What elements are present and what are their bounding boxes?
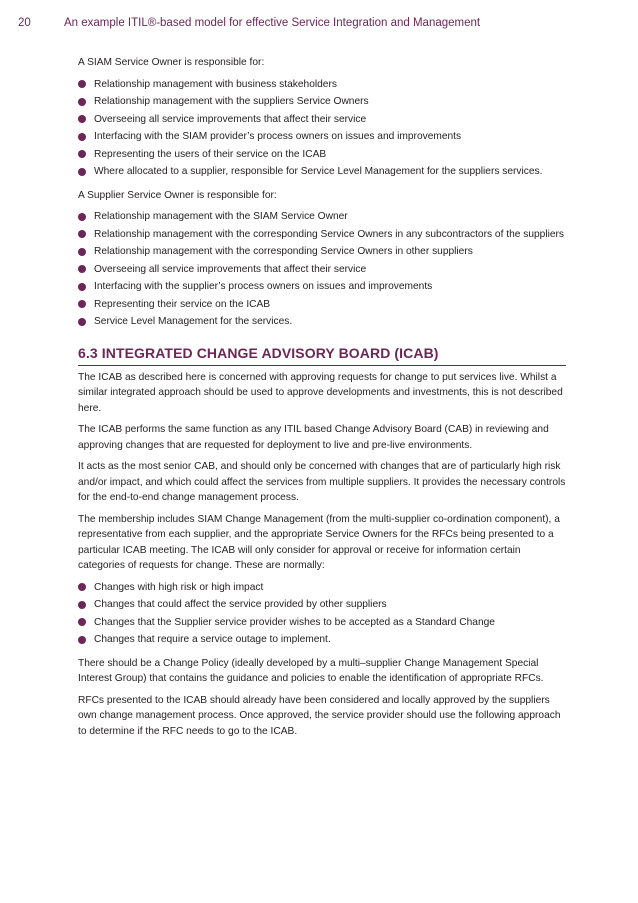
bullet-icon (78, 213, 86, 221)
paragraph: The membership includes SIAM Change Management (from the multi-supplier co-ordination component), a representative from each supplier, and the appropriate Service Owners for the RFCs being presented to a particular ICAB meeting. The ICAB will only consider for approval or receive for information certain categories of requests for change. These are normally: (78, 513, 560, 571)
bullet-icon (78, 133, 86, 141)
list-item: Representing their service on the ICAB (78, 297, 566, 313)
bullet-icon (78, 618, 86, 626)
change-categories-list (78, 580, 566, 648)
siam-owner-list (78, 77, 566, 180)
paragraph: RFCs presented to the ICAB should already have been considered and locally approved by the suppliers own change management process. Once approved, the service provider should use the following approach to determine if the RFC needs to go to the ICAB. (78, 694, 561, 737)
page-number: 20 (18, 17, 31, 29)
list-item: Relationship management with the corresponding Service Owners in any subcontractors of the suppliers (78, 227, 566, 243)
list-item: Overseeing all service improvements that affect their service (78, 262, 566, 278)
supplier-owner-intro: A Supplier Service Owner is responsible for: (78, 189, 277, 201)
bullet-icon (78, 283, 86, 291)
paragraph: The ICAB performs the same function as any ITIL based Change Advisory Board (CAB) in reviewing and approving changes that are requested for deployment to live and pre-live environments. (78, 424, 549, 451)
list-item: Representing the users of their service on the ICAB (78, 147, 566, 163)
bullet-icon (78, 80, 86, 88)
section-title: 6.3 INTEGRATED CHANGE ADVISORY BOARD (ICAB) (78, 344, 439, 361)
bullet-icon (78, 583, 86, 591)
list-item: Overseeing all service improvements that affect their service (78, 112, 566, 128)
list-item: Changes that the Supplier service provider wishes to be accepted as a Standard Change (78, 615, 566, 631)
bullet-icon (78, 168, 86, 176)
list-item: Where allocated to a supplier, responsible for Service Level Management for the suppliers services. (78, 164, 566, 180)
paragraph: The ICAB as described here is concerned with approving requests for change to put services live. Whilst a similar integrated approach should be used to approve developments and investments, this is not described here. (78, 371, 563, 414)
list-item: Service Level Management for the services. (78, 314, 566, 330)
bullet-icon (78, 300, 86, 308)
bullet-icon (78, 230, 86, 238)
list-item: Interfacing with the SIAM provider’s process owners on issues and improvements (78, 129, 566, 145)
list-item: Relationship management with the SIAM Service Owner (78, 209, 566, 225)
section-heading (78, 344, 566, 366)
list-item: Interfacing with the supplier’s process owners on issues and improvements (78, 279, 566, 295)
list-item: Relationship management with business stakeholders (78, 77, 566, 93)
siam-owner-intro: A SIAM Service Owner is responsible for: (78, 57, 265, 68)
list-item: Changes that require a service outage to implement. (78, 632, 566, 648)
bullet-icon (78, 115, 86, 123)
supplier-owner-list (78, 209, 566, 330)
running-title: An example ITIL®-based model for effective Service Integration and Management (64, 17, 481, 29)
bullet-icon (78, 318, 86, 326)
bullet-icon (78, 248, 86, 256)
list-item: Relationship management with the suppliers Service Owners (78, 94, 566, 110)
list-item: Changes with high risk or high impact (78, 580, 566, 596)
running-header (18, 17, 618, 29)
paragraph: There should be a Change Policy (ideally developed by a multi–supplier Change Management Special Interest Group) that contains the guidance and policies to enable the identification of appropriate RFCs. (78, 657, 544, 684)
bullet-icon (78, 636, 86, 644)
list-item: Relationship management with the corresponding Service Owners in other suppliers (78, 244, 566, 260)
bullet-icon (78, 150, 86, 158)
bullet-icon (78, 601, 86, 609)
bullet-icon (78, 98, 86, 106)
bullet-icon (78, 265, 86, 273)
paragraph: It acts as the most senior CAB, and should only be concerned with changes that are of particularly high risk and/or impact, and which could affect the services from multiple suppliers. It provides the necessary controls for the end-to-end change management process. (78, 461, 566, 503)
main-content (78, 55, 566, 745)
list-item: Changes that could affect the service provided by other suppliers (78, 597, 566, 613)
